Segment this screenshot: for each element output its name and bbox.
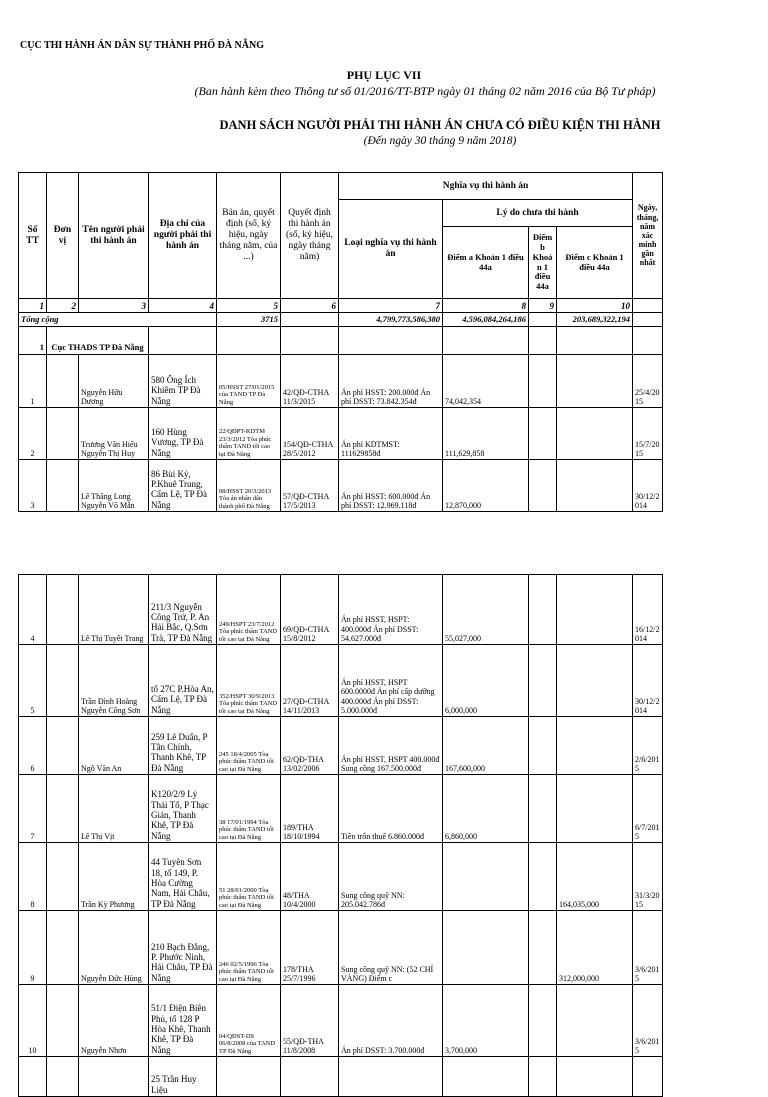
row-stt: 7 xyxy=(19,775,47,843)
table-row xyxy=(19,985,663,1057)
col-header-address: Địa chỉ của người phải thi hành án xyxy=(149,173,217,299)
col-number: 10 xyxy=(557,299,633,313)
col-header-reason-b: Điểm b Khoản 1 điều 44a xyxy=(529,227,557,299)
row-reason-c xyxy=(557,575,633,645)
row-reason-b xyxy=(529,775,557,843)
row-reason-a: 6,860,000 xyxy=(443,775,529,843)
row-unit xyxy=(47,408,79,460)
group-name: Cục THADS TP Đà Nẵng xyxy=(47,327,149,355)
row-verify-date: 3/6/2015 xyxy=(633,911,663,985)
row-judgment xyxy=(217,1057,281,1097)
row-address: 86 Bùi Kỷ, P.Khuê Trung, Cẩm Lệ, TP Đà Nẵng xyxy=(149,460,217,512)
row-address: 25 Trần Huy Liệu xyxy=(149,1057,217,1097)
col-header-unit: Đơn vị xyxy=(47,173,79,299)
row-name xyxy=(79,1057,149,1097)
table-row xyxy=(19,408,663,460)
group-stt: 1 xyxy=(19,327,47,355)
row-decision: 42/QĐ-CTHA 11/3/2015 xyxy=(281,355,339,408)
row-name: Nguyễn Nhơn xyxy=(79,985,149,1057)
col-header-stt: Số TT xyxy=(19,173,47,299)
row-reason-c xyxy=(557,355,633,408)
row-verify-date: 6/7/2015 xyxy=(633,775,663,843)
row-name: Trương Văn Hiếu Nguyễn Thị Huy xyxy=(79,408,149,460)
row-reason-a: 55,027,000 xyxy=(443,575,529,645)
row-unit xyxy=(47,1057,79,1097)
row-reason-c xyxy=(557,775,633,843)
col-header-decision: Quyết định thi hành án (số, ký hiệu, ngày tháng năm) xyxy=(281,173,339,299)
row-obligation: Án phí HSST, HSPT 400.000đ Sung công 167.500.000đ xyxy=(339,717,443,775)
row-verify-date xyxy=(633,1057,663,1097)
col-header-verify-date: Ngày, tháng, năm xác minh gần nhất xyxy=(633,173,663,299)
row-decision: 69/QĐ-CTHA 15/8/2012 xyxy=(281,575,339,645)
document-title: DANH SÁCH NGƯỜI PHẢI THI HÀNH ÁN CHƯA CÓ ĐIỀU KIỆN THI HÀNH xyxy=(219,118,661,132)
col-header-reason-c: Điểm c Khoản 1 điều 44a xyxy=(557,227,633,299)
row-reason-b xyxy=(529,717,557,775)
row-reason-c: 164,035,000 xyxy=(557,843,633,911)
row-reason-a: 6,000,000 xyxy=(443,645,529,717)
row-address: 210 Bạch Đằng, P. Phước Ninh, Hải Châu, TP Đà Nẵng xyxy=(149,911,217,985)
col-number: 1 xyxy=(19,299,47,313)
row-unit xyxy=(47,355,79,408)
row-verify-date: 16/12/2014 xyxy=(633,575,663,645)
row-obligation: Án phí DSST: 3.700.000đ xyxy=(339,985,443,1057)
row-decision: 189/THA 18/10/1994 xyxy=(281,775,339,843)
col-number: 4 xyxy=(149,299,217,313)
row-reason-c xyxy=(557,717,633,775)
organization-name: CỤC THI HÀNH ÁN DÂN SỰ THÀNH PHỐ ĐÀ NẴNG xyxy=(20,40,264,51)
row-address: 580 Ông Ích Khiêm TP Đà Nẵng xyxy=(149,355,217,408)
table-row xyxy=(19,1057,663,1097)
row-verify-date: 30/12/2014 xyxy=(633,645,663,717)
table-row xyxy=(19,645,663,717)
row-address: 44 Tuyên Sơn 18, tổ 149, P. Hòa Cường Nam, Hải Châu, TP Đà Nẵng xyxy=(149,843,217,911)
row-decision: 154/QĐ-CTHA 28/5/2012 xyxy=(281,408,339,460)
appendix-note: (Ban hành kèm theo Thông tư số 01/2016/TT-BTP ngày 01 tháng 02 năm 2016 của Bộ Tư pháp) xyxy=(194,84,656,98)
row-stt: 10 xyxy=(19,985,47,1057)
totals-judgments: 3715 xyxy=(217,313,281,327)
row-stt: 6 xyxy=(19,717,47,775)
row-judgment: 352/HSPT 30/9/2013 Tòa phúc thẩm TAND tối cao tại Đà Nẵng xyxy=(217,645,281,717)
row-unit xyxy=(47,717,79,775)
row-stt: 9 xyxy=(19,911,47,985)
row-judgment: 38 17/01/1994 Tòa phúc thẩm TAND tối cao tại Đà Nẵng xyxy=(217,775,281,843)
row-obligation: Tiền trốn thuế 6.860.000đ xyxy=(339,775,443,843)
row-obligation: Án phí HSST, HSPT: 400.000đ Án phí DSST: 54.627.000đ xyxy=(339,575,443,645)
col-header-name: Tên người phải thi hành án xyxy=(79,173,149,299)
row-reason-b xyxy=(529,355,557,408)
row-reason-b xyxy=(529,575,557,645)
row-unit xyxy=(47,911,79,985)
row-reason-b xyxy=(529,1057,557,1097)
row-decision: 57/QĐ-CTHA 17/5/2013 xyxy=(281,460,339,512)
row-judgment: 22/QĐPT-KDTM 23/3/2012 Tòa phúc thẩm TAND tối cao tại Đà Nẵng xyxy=(217,408,281,460)
row-reason-b xyxy=(529,408,557,460)
row-reason-b xyxy=(529,645,557,717)
row-reason-a xyxy=(443,843,529,911)
list-table-part1 xyxy=(18,172,663,512)
col-number: 2 xyxy=(47,299,79,313)
row-verify-date: 2/6/2015 xyxy=(633,717,663,775)
col-number: 9 xyxy=(529,299,557,313)
row-name: Trần Đình Hoàng Nguyễn Công Sơn xyxy=(79,645,149,717)
row-decision: 48/THA 10/4/2000 xyxy=(281,843,339,911)
col-number: 7 xyxy=(339,299,443,313)
col-number: 3 xyxy=(79,299,149,313)
row-name: Nguyễn Đức Hùng xyxy=(79,911,149,985)
totals-reason-a: 4,596,084,264,186 xyxy=(443,313,529,327)
col-number: 8 xyxy=(443,299,529,313)
row-reason-a: 111,629,858 xyxy=(443,408,529,460)
col-header-reason-a: Điểm a Khoản 1 điều 44a xyxy=(443,227,529,299)
row-decision: 178/THA 25/7/1996 xyxy=(281,911,339,985)
row-unit xyxy=(47,575,79,645)
row-address: tổ 27C P.Hòa An, Cẩm Lệ, TP Đà Nẵng xyxy=(149,645,217,717)
row-judgment: 246 02/5/1996 Tòa phúc thẩm TAND tối cao tại Đà Nẵng xyxy=(217,911,281,985)
totals-label: Tổng cộng xyxy=(19,313,217,327)
row-reason-c xyxy=(557,985,633,1057)
table-row xyxy=(19,775,663,843)
row-decision xyxy=(281,1057,339,1097)
row-stt: 3 xyxy=(19,460,47,512)
row-verify-date: 15/7/2015 xyxy=(633,408,663,460)
col-number: 6 xyxy=(281,299,339,313)
row-unit xyxy=(47,645,79,717)
table-row xyxy=(19,355,663,408)
date-note: (Đến ngày 30 tháng 9 năm 2018) xyxy=(363,135,517,147)
row-verify-date: 3/6/2015 xyxy=(633,985,663,1057)
row-reason-b xyxy=(529,985,557,1057)
row-reason-a: 74,042,354 xyxy=(443,355,529,408)
row-stt: 1 xyxy=(19,355,47,408)
table-row xyxy=(19,911,663,985)
row-judgment: 04/QĐST-DS 06/8/2008 của TAND TP Đà Nẵng xyxy=(217,985,281,1057)
row-reason-b xyxy=(529,911,557,985)
row-reason-a: 167,600,000 xyxy=(443,717,529,775)
row-stt: 5 xyxy=(19,645,47,717)
row-verify-date: 30/12/2014 xyxy=(633,460,663,512)
row-unit xyxy=(47,775,79,843)
row-stt: 2 xyxy=(19,408,47,460)
table-row xyxy=(19,843,663,911)
row-address: 160 Hùng Vương, TP Đà Nẵng xyxy=(149,408,217,460)
row-reason-c xyxy=(557,1057,633,1097)
row-unit xyxy=(47,985,79,1057)
row-reason-a xyxy=(443,911,529,985)
col-header-obligation-group: Nghĩa vụ thi hành án xyxy=(339,173,633,200)
row-address: K120/2/9 Lý Thái Tổ, P Thạc Gián, Thanh Khê, TP Đà Nẵng xyxy=(149,775,217,843)
row-reason-a: 12,870,000 xyxy=(443,460,529,512)
row-decision: 55/QĐ-THA 11/8/2008 xyxy=(281,985,339,1057)
row-unit xyxy=(47,460,79,512)
row-reason-a: 3,700,000 xyxy=(443,985,529,1057)
row-obligation: Án phí HSST: 200.000đ Án phí DSST: 73.842.354đ xyxy=(339,355,443,408)
row-address: 51/1 Điện Biên Phủ, tổ 128 P Hòa Khê, Thanh Khê, TP Đà Nẵng xyxy=(149,985,217,1057)
appendix-title: PHỤ LỤC VII xyxy=(346,68,422,82)
row-obligation: Án phí HSST: 600.000đ Án phí DSST: 12.969.118đ xyxy=(339,460,443,512)
list-table-part2 xyxy=(18,574,663,1097)
col-header-judgment: Bản án, quyết định (số, ký hiệu, ngày tháng năm, của ...) xyxy=(217,173,281,299)
row-judgment: 51 28/01/2000 Tòa phúc thẩm TAND tối cao tại Đà Nẵng xyxy=(217,843,281,911)
row-address: 211/3 Nguyễn Công Trứ, P. An Hải Bắc, Q.Sơn Trà, TP Đà Nẵng xyxy=(149,575,217,645)
row-judgment: 245 18/4/2005 Tòa phúc thẩm TAND tối cao tại Đà Nẵng xyxy=(217,717,281,775)
row-stt: 4 xyxy=(19,575,47,645)
row-reason-c: 312,000,000 xyxy=(557,911,633,985)
row-obligation: Án phí KDTMST: 111629858đ xyxy=(339,408,443,460)
row-decision: 27/QĐ-CTHA 14/11/2013 xyxy=(281,645,339,717)
row-reason-a xyxy=(443,1057,529,1097)
table-row xyxy=(19,717,663,775)
row-reason-b xyxy=(529,460,557,512)
row-judgment: 08/HSST 20/3/2013 Tòa án nhân dân thành phố Đà Nẵng xyxy=(217,460,281,512)
totals-reason-c: 203,689,322,194 xyxy=(557,313,633,327)
row-reason-b xyxy=(529,843,557,911)
row-unit xyxy=(47,843,79,911)
row-reason-c xyxy=(557,460,633,512)
row-name: Trần Kỳ Phương xyxy=(79,843,149,911)
table-row xyxy=(19,575,663,645)
row-reason-c xyxy=(557,408,633,460)
row-obligation: Sung công quỹ NN: (52 CHỈ VÀNG) Điểm c xyxy=(339,911,443,985)
table-row xyxy=(19,460,663,512)
row-judgment: 249/HSPT 23/7/2012 Tòa phúc thẩm TAND tối cao tại Đà Nẵng xyxy=(217,575,281,645)
row-obligation: Án phí HSST, HSPT 600.0000đ Án phí cấp dưỡng 400.000đ Án phí DSST: 5.000.000đ xyxy=(339,645,443,717)
row-name: Lê Thăng Long Nguyễn Võ Mẫn xyxy=(79,460,149,512)
row-name: Lê Thị Tuyết Trang xyxy=(79,575,149,645)
row-decision: 62/QĐ-THA 13/02/2006 xyxy=(281,717,339,775)
col-header-obligation-type: Loại nghĩa vụ thi hành án xyxy=(339,200,443,299)
row-stt: 8 xyxy=(19,843,47,911)
row-address: 259 Lê Duẩn, P Tân Chính, Thanh Khê, TP Đà Nẵng xyxy=(149,717,217,775)
row-verify-date: 31/3/2015 xyxy=(633,843,663,911)
row-verify-date: 25/4/2015 xyxy=(633,355,663,408)
row-stt xyxy=(19,1057,47,1097)
totals-obligation: 4,799,773,586,380 xyxy=(339,313,443,327)
col-number: 5 xyxy=(217,299,281,313)
row-name: Lê Thị Vịt xyxy=(79,775,149,843)
row-obligation: Sung công quỹ NN: 205.042.786đ xyxy=(339,843,443,911)
col-header-reason-group: Lý do chưa thi hành xyxy=(443,200,633,227)
row-name: Nguyễn Hữu Dương xyxy=(79,355,149,408)
row-judgment: 05/HSST 27/01/2015 của TAND TP Đà Nẵng xyxy=(217,355,281,408)
row-obligation xyxy=(339,1057,443,1097)
row-name: Ngô Văn An xyxy=(79,717,149,775)
row-reason-c xyxy=(557,645,633,717)
